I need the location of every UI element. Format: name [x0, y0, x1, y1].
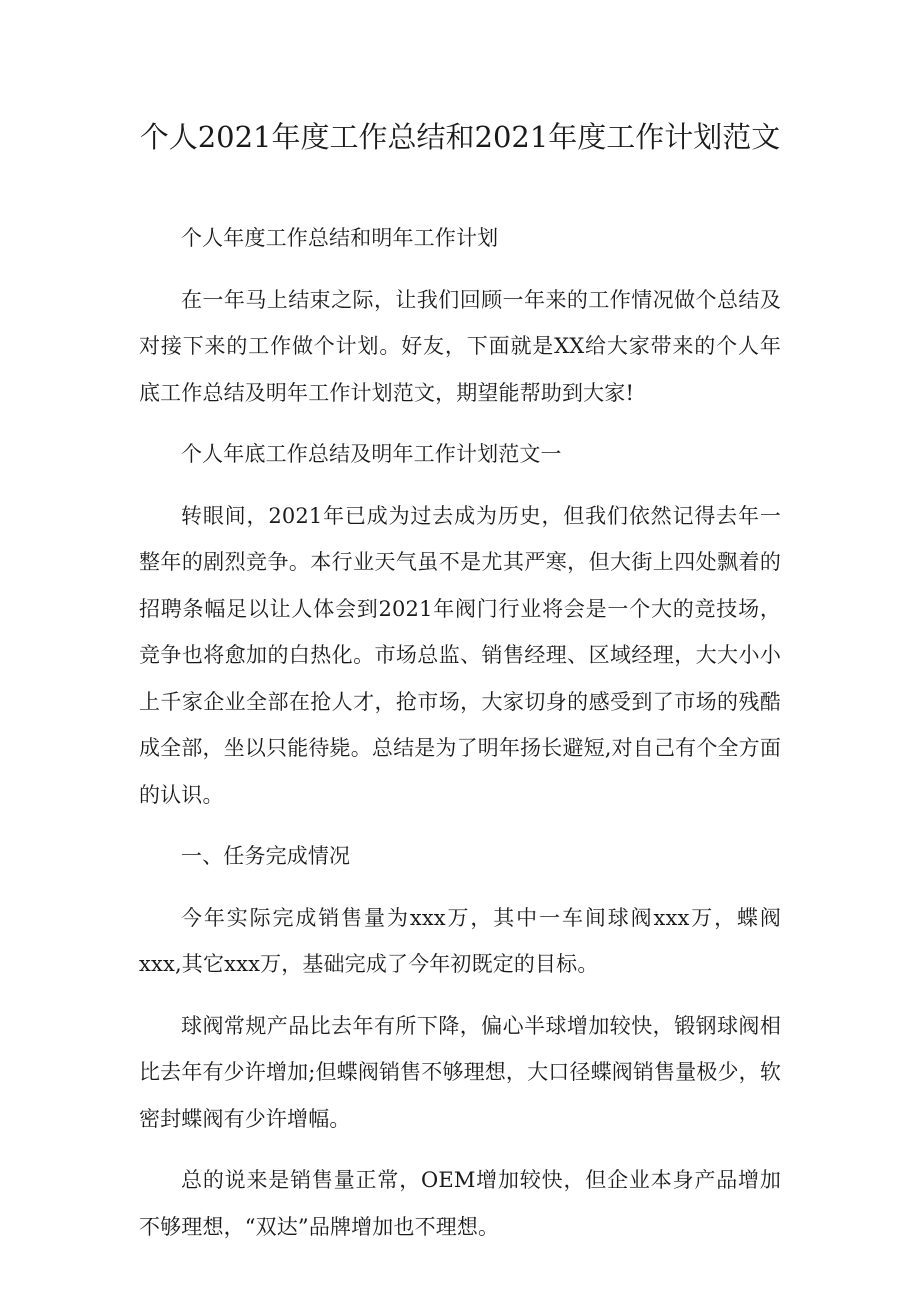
section-heading: 一、任务完成情况: [181, 844, 351, 868]
paragraph: 在一年马上结束之际，让我们回顾一年来的工作情况做个总结及对接下来的工作做个计划。好友，下面就是XX给大家带来的个人年底工作总结及明年工作计划范文，期望能帮助到大家!: [139, 287, 781, 405]
section-heading: 个人年底工作总结及明年工作计划范文一: [181, 442, 562, 466]
paragraph: 今年实际完成销售量为xxx万，其中一车间球阀xxx万，蝶阀xxx,其它xxx万，基础完成了今年初既定的目标。: [139, 905, 781, 976]
document-title: 个人2021年度工作总结和2021年度工作计划范文: [139, 120, 781, 154]
paragraph: 转眼间，2021年已成为过去成为历史，但我们依然记得去年一整年的剧烈竞争。本行业天气虽不是尤其严寒，但大街上四处飘着的招聘条幅足以让人体会到2021年阀门行业将会是一个大的竞技场，竞争也将愈加的白热化。市场总监、销售经理、区域经理，大大小小上千家企业全部在抢人才，抢市场，大家切身的感受到了市场的残酷成全部，坐以只能待毙。总结是为了明年扬长避短,对自己有个全方面的认识。: [139, 503, 781, 807]
paragraph: 球阀常规产品比去年有所下降，偏心半球增加较快，锻钢球阀相比去年有少许增加;但蝶阀销售不够理想，大口径蝶阀销售量极少，软密封蝶阀有少许增幅。: [139, 1013, 781, 1131]
section-heading: 个人年度工作总结和明年工作计划: [181, 226, 499, 250]
paragraph: 总的说来是销售量正常，OEM增加较快，但企业本身产品增加不够理想，“双达”品牌增加也不理想。: [139, 1168, 781, 1239]
document-body: [139, 215, 781, 1250]
